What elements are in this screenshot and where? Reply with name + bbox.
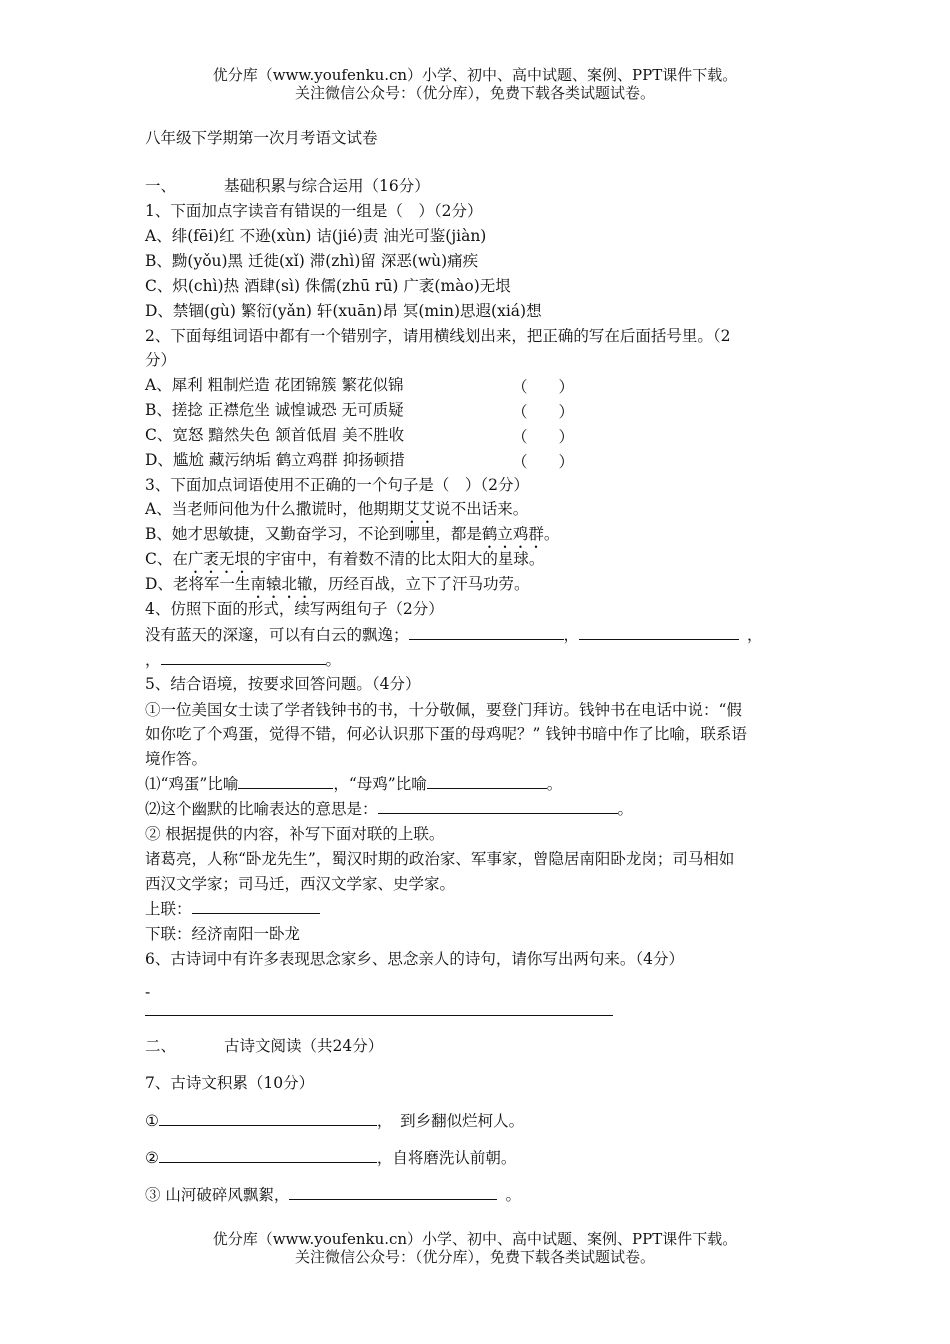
q5-para-5: 诸葛亮，人称“卧龙先生”，蜀汉时期的政治家、军事家，曾隐居南阳卧龙岗；司马相如 [145, 850, 735, 868]
q6-answer-line[interactable] [145, 1015, 613, 1016]
q4-end: 。 [325, 651, 342, 669]
q6-stem: 6、古诗词中有许多表现思念家乡、思念亲人的诗句，请你写出两句来。（4分） [145, 950, 684, 968]
header-line-2: 关注微信公众号：（优分库），免费下载各类试题试卷。 [294, 84, 655, 102]
q5-meaning-blank[interactable] [378, 799, 618, 814]
q7-line-3 [145, 1185, 521, 1205]
q4-line [145, 625, 763, 645]
q4-prompt: 没有蓝天的深邃，可以有白云的飘逸； [145, 626, 409, 644]
q5-upper-label: 上联： [145, 900, 192, 918]
q3-a-text-end: 说不出话来。 [435, 500, 529, 518]
q2-option-b: B、搓捻 正襟危坐 诚惶诚恐 无可质疑 [145, 401, 404, 419]
q7-blank-2[interactable] [159, 1148, 377, 1163]
q5-egg-blank[interactable] [238, 774, 333, 789]
section-2-number: 二、 [145, 1037, 177, 1055]
q1-option-b: B、黝(yǒu)黑 迁徙(xǐ) 滞(zhì)留 深恶(wù)痛疾 [145, 252, 479, 270]
q5-lower-couplet: 下联：经济南阳一卧龙 [145, 925, 301, 943]
q5-upper-blank[interactable] [192, 899, 320, 914]
q5-sub-1 [145, 774, 562, 794]
q3-stem: 3、下面加点词语使用不正确的一个句子是（ ）（2分） [145, 476, 529, 494]
q7-stem: 7、古诗文积累（10分） [145, 1074, 315, 1092]
q4-comma-2: ， [747, 626, 763, 644]
q3-c-dotted: 广袤无垠 [187, 550, 250, 568]
q2-option-a: A、犀利 粗制烂造 花团锦簇 繁花似锦 [145, 376, 404, 394]
q3-a-text: A、当老师问他为什么撒谎时，他期期 [145, 500, 405, 518]
q2-option-d: D、尴尬 藏污纳垢 鹤立鸡群 抑扬顿措 [145, 451, 405, 469]
section-1-heading [145, 176, 430, 196]
q3-b-text-end: 。 [543, 525, 560, 543]
q2-answer-paren-b[interactable]: （ ） [512, 403, 575, 421]
header-line-1: 优分库（www.youfenku.cn）小学、初中、高中试题、案例、PPT课件下载。 [212, 66, 738, 84]
q6-dash: - [145, 983, 151, 1001]
q7-1-text: ， 到乡翻似烂柯人。 [376, 1112, 525, 1130]
q5-hen-blank[interactable] [427, 774, 547, 789]
q2-answer-paren-d[interactable]: （ ） [512, 453, 575, 471]
q5-sub-1-end: 。 [546, 775, 563, 793]
q4-stem: 4、仿照下面的形式，续写两组句子（2分） [145, 600, 444, 618]
q3-c-text: C、在 [145, 550, 188, 568]
q7-2-marker: ② [145, 1149, 159, 1167]
q3-b-dotted: 鹤立鸡群 [481, 525, 544, 543]
q5-para-2: 如你吃了个鸡蛋，觉得不错，何必认识那下蛋的母鸡呢？” 钱钟书暗中作了比喻，联系语 [145, 725, 747, 743]
section-2-title: 古诗文阅读（共24分） [224, 1037, 384, 1055]
q7-2-text: ，自将磨洗认前朝。 [376, 1149, 517, 1167]
q7-blank-3[interactable] [289, 1185, 497, 1200]
q3-c-text-end: 的宇宙中，有着数不清的比太阳大的星球。 [249, 550, 545, 568]
q3-option-d [145, 574, 529, 602]
q5-sub-2 [145, 799, 633, 819]
q1-option-d: D、禁锢(gù) 繁衍(yǎn) 轩(xuān)昂 冥(min)思遐(xiá)想 [145, 302, 542, 320]
q3-d-text: D、老将军一生 [145, 575, 251, 593]
q3-d-text-end: ，历经百战，立下了汗马功劳。 [312, 575, 530, 593]
q2-answer-paren-a[interactable]: （ ） [512, 378, 575, 396]
q7-line-1 [145, 1111, 524, 1131]
q5-upper-couplet [145, 899, 320, 919]
q3-option-c [145, 549, 544, 577]
q5-para-1: ①一位美国女士读了学者钱钟书的书，十分敬佩，要登门拜访。钱钟书在电话中说：“假 [145, 701, 742, 719]
q5-sub-2-prompt: ⑵这个幽默的比喻表达的意思是： [145, 800, 378, 818]
q2-stem: 2、下面每组词语中都有一个错别字，请用横线划出来，把正确的写在后面括号里。（2 [145, 327, 731, 345]
q3-d-dotted: 南辕北辙 [250, 575, 313, 593]
q5-sub-1-mid: ，“母鸡”比喻 [333, 775, 427, 793]
q5-sub-1-prompt: ⑴“鸡蛋”比喻 [145, 775, 239, 793]
q4-comma-3: ， [145, 651, 161, 669]
q2-option-c: C、宽怒 黯然失色 颔首低眉 美不胜收 [145, 426, 405, 444]
q5-para-6: 西汉文学家；司马迁，西汉文学家、史学家。 [145, 875, 456, 893]
section-1-number: 一、 [145, 177, 177, 195]
q3-option-a [145, 499, 528, 527]
q5-para-4: ② 根据提供的内容，补写下面对联的上联。 [145, 825, 445, 843]
q1-option-c: C、炽(chì)热 酒肆(sì) 侏儒(zhū rū) 广袤(mào)无垠 [145, 277, 511, 295]
q7-blank-1[interactable] [159, 1111, 377, 1126]
q5-para-3: 境作答。 [145, 750, 208, 768]
q4-blank-1[interactable] [409, 625, 564, 640]
q4-blank-3[interactable] [161, 650, 326, 665]
q7-3-end: 。 [505, 1186, 521, 1204]
q7-line-2 [145, 1148, 516, 1168]
q3-a-dotted: 艾艾 [404, 500, 436, 518]
q3-b-text: B、她才思敏捷，又勤奋学习，不论到哪里，都是 [145, 525, 482, 543]
footer-line-1: 优分库（www.youfenku.cn）小学、初中、高中试题、案例、PPT课件下载。 [212, 1230, 738, 1248]
q5-sub-2-end: 。 [617, 800, 634, 818]
exam-title: 八年级下学期第一次月考语文试卷 [145, 129, 378, 147]
q3-option-b [145, 524, 559, 552]
q7-1-marker: ① [145, 1112, 159, 1130]
footer-line-2: 关注微信公众号：（优分库），免费下载各类试题试卷。 [294, 1248, 655, 1266]
q5-stem: 5、结合语境，按要求回答问题。（4分） [145, 675, 421, 693]
q7-3-text: ③ 山河破碎风飘絮， [145, 1186, 290, 1204]
section-2-heading [145, 1036, 383, 1056]
section-1-title: 基础积累与综合运用（16分） [224, 177, 430, 195]
q1-option-a: A、绯(fēi)红 不逊(xùn) 诘(jié)责 油光可鉴(jiàn) [145, 227, 487, 245]
q4-comma-1: ， [563, 626, 580, 644]
q4-line-2 [145, 650, 341, 670]
q4-blank-2[interactable] [579, 625, 739, 640]
q2-stem-cont: 分） [145, 351, 177, 369]
q1-stem: 1、下面加点字读音有错误的一组是（ ）（2分） [145, 202, 483, 220]
q2-answer-paren-c[interactable]: （ ） [512, 428, 575, 446]
